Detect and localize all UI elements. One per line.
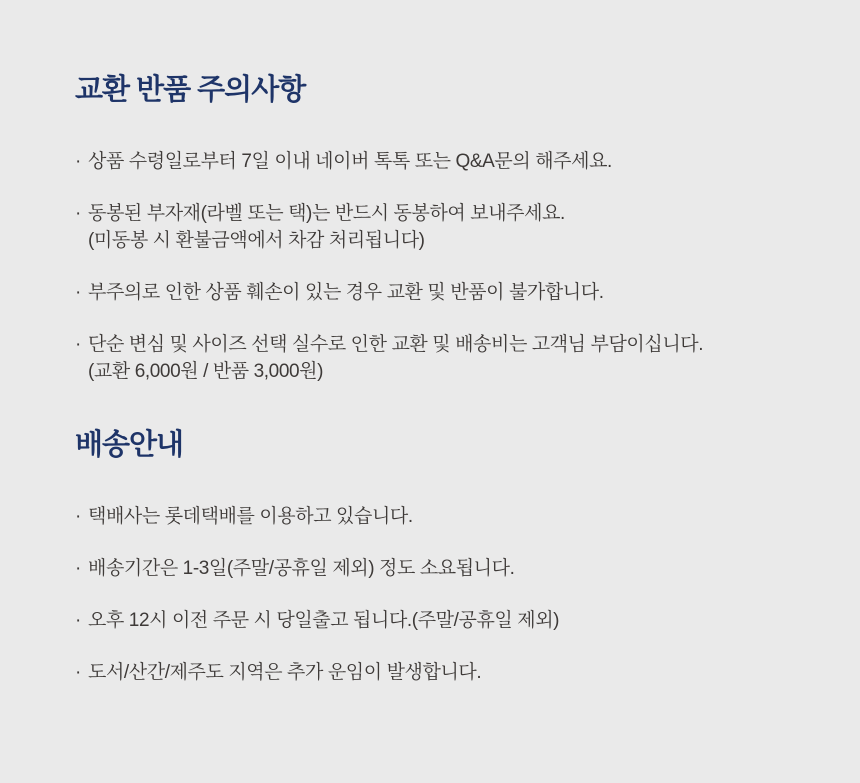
notice-item-note: (미동봉 시 환불금액에서 차감 처리됩니다) bbox=[88, 230, 425, 251]
notice-item-line bbox=[75, 279, 805, 306]
notice-item-text: 상품 수령일로부터 7일 이내 네이버 톡톡 또는 Q&A문의 해주세요. bbox=[88, 151, 612, 172]
exchange-return-section-title: 교환 반품 주의사항 bbox=[75, 74, 306, 106]
bullet-dot: · bbox=[75, 506, 81, 527]
notice-item-line bbox=[75, 331, 805, 358]
notice-item-line bbox=[75, 503, 805, 530]
notice-item-text: 부주의로 인한 상품 훼손이 있는 경우 교환 및 반품이 불가합니다. bbox=[88, 282, 604, 303]
shipping-info-notice-list bbox=[75, 503, 805, 686]
notice-item-line bbox=[75, 148, 805, 175]
bullet-dot: · bbox=[75, 334, 81, 355]
notice-item-line bbox=[75, 200, 805, 227]
notice-item bbox=[75, 200, 805, 254]
notice-item-text: 동봉된 부자재(라벨 또는 택)는 반드시 동봉하여 보내주세요. bbox=[88, 203, 565, 224]
notice-item-text: 도서/산간/제주도 지역은 추가 운임이 발생합니다. bbox=[88, 662, 482, 683]
exchange-return-notice-list bbox=[75, 148, 805, 385]
notice-item-text: 택배사는 롯데택배를 이용하고 있습니다. bbox=[88, 506, 413, 527]
notice-item bbox=[75, 503, 805, 530]
notice-item-note: (교환 6,000원 / 반품 3,000원) bbox=[88, 361, 324, 382]
bullet-dot: · bbox=[75, 282, 81, 303]
notice-item bbox=[75, 607, 805, 634]
bullet-dot: · bbox=[75, 558, 81, 579]
notice-item bbox=[75, 331, 805, 385]
notice-item bbox=[75, 279, 805, 306]
section-shipping-info bbox=[75, 429, 805, 686]
bullet-dot: · bbox=[75, 151, 81, 172]
notice-item bbox=[75, 555, 805, 582]
notice-item-line bbox=[75, 659, 805, 686]
notice-item-line bbox=[75, 607, 805, 634]
notice-item bbox=[75, 659, 805, 686]
notice-item-text: 단순 변심 및 사이즈 선택 실수로 인한 교환 및 배송비는 고객님 부담이십니다. bbox=[88, 334, 704, 355]
bullet-dot: · bbox=[75, 203, 81, 224]
notice-item-text: 배송기간은 1-3일(주말/공휴일 제외) 정도 소요됩니다. bbox=[88, 558, 515, 579]
section-exchange-return-notice bbox=[75, 74, 805, 385]
shipping-info-section-title: 배송안내 bbox=[75, 429, 184, 461]
bullet-dot: · bbox=[75, 610, 81, 631]
bullet-dot: · bbox=[75, 662, 81, 683]
notice-item-text: 오후 12시 이전 주문 시 당일출고 됩니다.(주말/공휴일 제외) bbox=[88, 610, 560, 631]
notice-item bbox=[75, 148, 805, 175]
notice-item-line bbox=[75, 555, 805, 582]
